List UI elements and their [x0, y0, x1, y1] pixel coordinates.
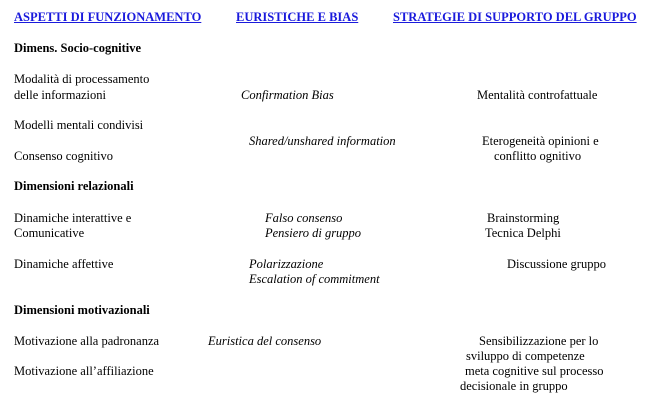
- aspect-dinamiche-affettive: Dinamiche affettive: [14, 257, 114, 271]
- bias-confirmation: Confirmation Bias: [241, 88, 334, 102]
- aspect-affiliazione: Motivazione all’affiliazione: [14, 364, 154, 378]
- strategy-discussione-gruppo: Discussione gruppo: [507, 257, 606, 271]
- aspect-processamento-line2: delle informazioni: [14, 88, 106, 102]
- bias-polarizzazione: Polarizzazione: [249, 257, 324, 271]
- strategy-sensibilizzazione-line1: Sensibilizzazione per lo: [479, 334, 599, 348]
- section-title-relazionali: Dimensioni relazionali: [14, 179, 134, 193]
- strategy-sensibilizzazione-line2: sviluppo di competenze: [466, 349, 585, 363]
- aspect-processamento-line1: Modalità di processamento: [14, 72, 150, 86]
- strategy-controfattuale: Mentalità controfattuale: [477, 88, 598, 102]
- header-euristiche[interactable]: EURISTICHE E BIAS: [236, 10, 359, 24]
- aspect-consenso-cognitivo: Consenso cognitivo: [14, 149, 113, 163]
- strategy-eterogeneita-line2: conflitto ognitivo: [494, 149, 582, 163]
- strategy-sensibilizzazione-line4: decisionale in gruppo: [460, 379, 568, 393]
- aspect-padronanza: Motivazione alla padronanza: [14, 334, 160, 348]
- header-strategie[interactable]: STRATEGIE DI SUPPORTO DEL GRUPPO: [393, 10, 637, 24]
- bias-shared-unshared: Shared/unshared information: [249, 134, 396, 148]
- strategy-brainstorming: Brainstorming: [487, 211, 560, 225]
- strategy-delphi: Tecnica Delphi: [485, 226, 561, 240]
- section-title-motivazionali: Dimensioni motivazionali: [14, 303, 150, 317]
- bias-escalation: Escalation of commitment: [249, 272, 380, 286]
- aspect-modelli-mentali: Modelli mentali condivisi: [14, 118, 144, 132]
- strategy-eterogeneita-line1: Eterogeneità opinioni e: [482, 134, 599, 148]
- aspect-dinamiche-interattive-line2: Comunicative: [14, 226, 85, 240]
- strategy-sensibilizzazione-line3: meta cognitive sul processo: [465, 364, 604, 378]
- aspect-dinamiche-interattive-line1: Dinamiche interattive e: [14, 211, 132, 225]
- bias-falso-consenso: Falso consenso: [265, 211, 343, 225]
- section-title-socio: Dimens. Socio-cognitive: [14, 41, 142, 55]
- bias-euristica-consenso: Euristica del consenso: [208, 334, 322, 348]
- header-aspetti[interactable]: ASPETTI DI FUNZIONAMENTO: [14, 10, 202, 24]
- bias-pensiero-gruppo: Pensiero di gruppo: [265, 226, 362, 240]
